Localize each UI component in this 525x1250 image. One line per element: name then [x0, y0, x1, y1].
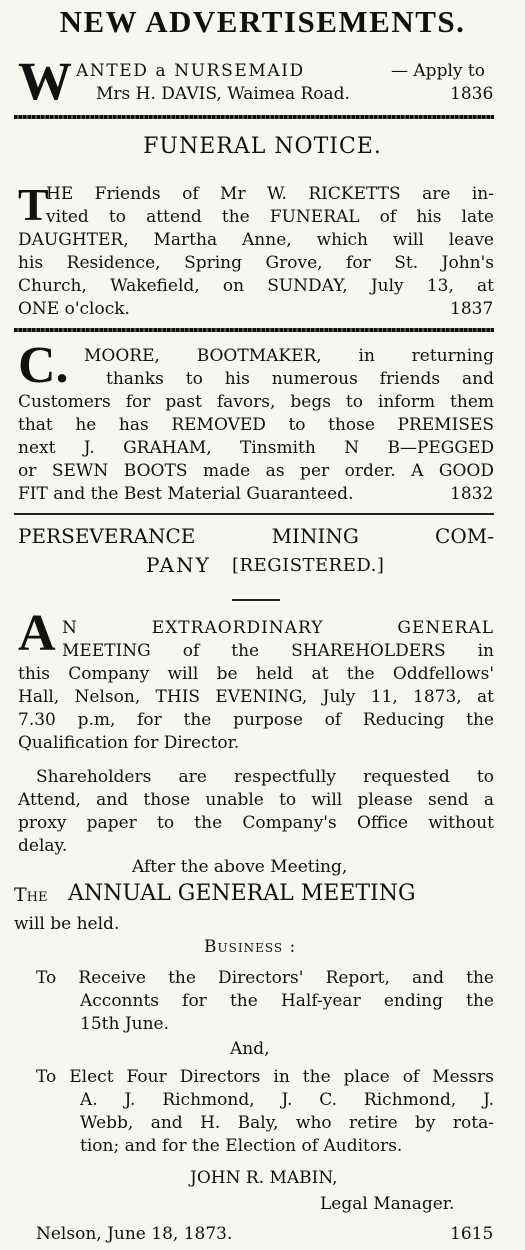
divider: [14, 115, 494, 119]
ad-line: Qualification for Director.: [18, 733, 240, 753]
ad-line: this Company will be held at the Oddfellows': [18, 664, 494, 684]
dropcap: W: [18, 51, 72, 111]
ad-line: And,: [230, 1039, 270, 1059]
dropcap: C.: [18, 337, 69, 394]
ad-line: MEETING of the SHAREHOLDERS in: [62, 641, 494, 661]
ad-line: ONE o'clock.: [18, 299, 130, 319]
registered-label: [REGISTERED.]: [232, 555, 385, 576]
signatory-name: JOHN R. MABIN,: [190, 1168, 338, 1188]
business-label: Business :: [204, 937, 297, 957]
place-date: Nelson, June 18, 1873.: [36, 1224, 233, 1244]
annual-meeting-heading: ANNUAL GENERAL MEETING: [68, 881, 416, 906]
ad-number: 1615: [450, 1224, 494, 1244]
ad-line: Mrs H. DAVIS, Waimea Road.: [96, 84, 350, 104]
divider: [14, 328, 494, 332]
ad-line: — Apply to: [391, 61, 485, 81]
ad-line: N EXTRAORDINARY GENERAL: [62, 618, 494, 638]
ad-line: delay.: [18, 836, 68, 856]
section-heading: FUNERAL NOTICE.: [143, 134, 382, 159]
ad-line: Church, Wakefield, on SUNDAY, July 13, at: [18, 276, 494, 296]
ad-line: his Residence, Spring Grove, for St. John's: [18, 253, 494, 273]
section-heading: PERSEVERANCE MINING COM-: [18, 524, 494, 548]
signatory-title: Legal Manager.: [320, 1194, 455, 1214]
section-heading: PANY: [146, 553, 211, 577]
annual-meeting-heading: The: [14, 884, 48, 906]
ad-line: Attend, and those unable to will please send a: [18, 790, 494, 810]
ad-number: 1836: [450, 84, 494, 104]
ad-line: that he has REMOVED to those PREMISES: [18, 415, 494, 435]
ad-line: or SEWN BOOTS made as per order. A GOOD: [18, 461, 494, 481]
agenda-item: Webb, and H. Baly, who retire by rota-: [80, 1113, 494, 1133]
ad-line: MOORE, BOOTMAKER, in returning: [84, 346, 494, 366]
divider: [232, 599, 280, 601]
ad-line: will be held.: [14, 914, 120, 934]
agenda-item: A. J. Richmond, J. C. Richmond, J.: [80, 1090, 494, 1110]
agenda-item: To Elect Four Directors in the place of Messrs: [36, 1067, 494, 1087]
ad-number: 1837: [450, 299, 494, 319]
ad-number: 1832: [450, 484, 494, 504]
ad-line: After the above Meeting,: [132, 857, 348, 877]
divider: [14, 513, 494, 515]
ad-line: thanks to his numerous friends and: [106, 369, 494, 389]
ad-line: DAUGHTER, Martha Anne, which will leave: [18, 230, 494, 250]
agenda-item: tion; and for the Election of Auditors.: [80, 1136, 403, 1156]
agenda-item: 15th June.: [80, 1014, 169, 1034]
dropcap: T: [18, 179, 49, 230]
agenda-item: To Receive the Directors' Report, and the: [36, 968, 494, 988]
ad-line: proxy paper to the Company's Office without: [18, 813, 494, 833]
page-title: NEW ADVERTISEMENTS.: [59, 4, 466, 39]
dropcap: A: [18, 605, 56, 662]
ad-line: vited to attend the FUNERAL of his late: [46, 207, 494, 227]
ad-line: HE Friends of Mr W. RICKETTS are in-: [46, 184, 494, 204]
ad-line: Hall, Nelson, THIS EVENING, July 11, 1873, at: [18, 687, 494, 707]
ad-line: ANTED a NURSEMAID: [76, 61, 305, 81]
ad-line: FIT and the Best Material Guaranteed.: [18, 484, 354, 504]
agenda-item: Acconnts for the Half-year ending the: [80, 991, 494, 1011]
ad-line: Shareholders are respectfully requested to: [36, 767, 494, 787]
ad-line: next J. GRAHAM, Tinsmith N B—PEGGED: [18, 438, 494, 458]
ad-line: 7.30 p.m, for the purpose of Reducing the: [18, 710, 494, 730]
ad-line: Customers for past favors, begs to inform them: [18, 392, 494, 412]
